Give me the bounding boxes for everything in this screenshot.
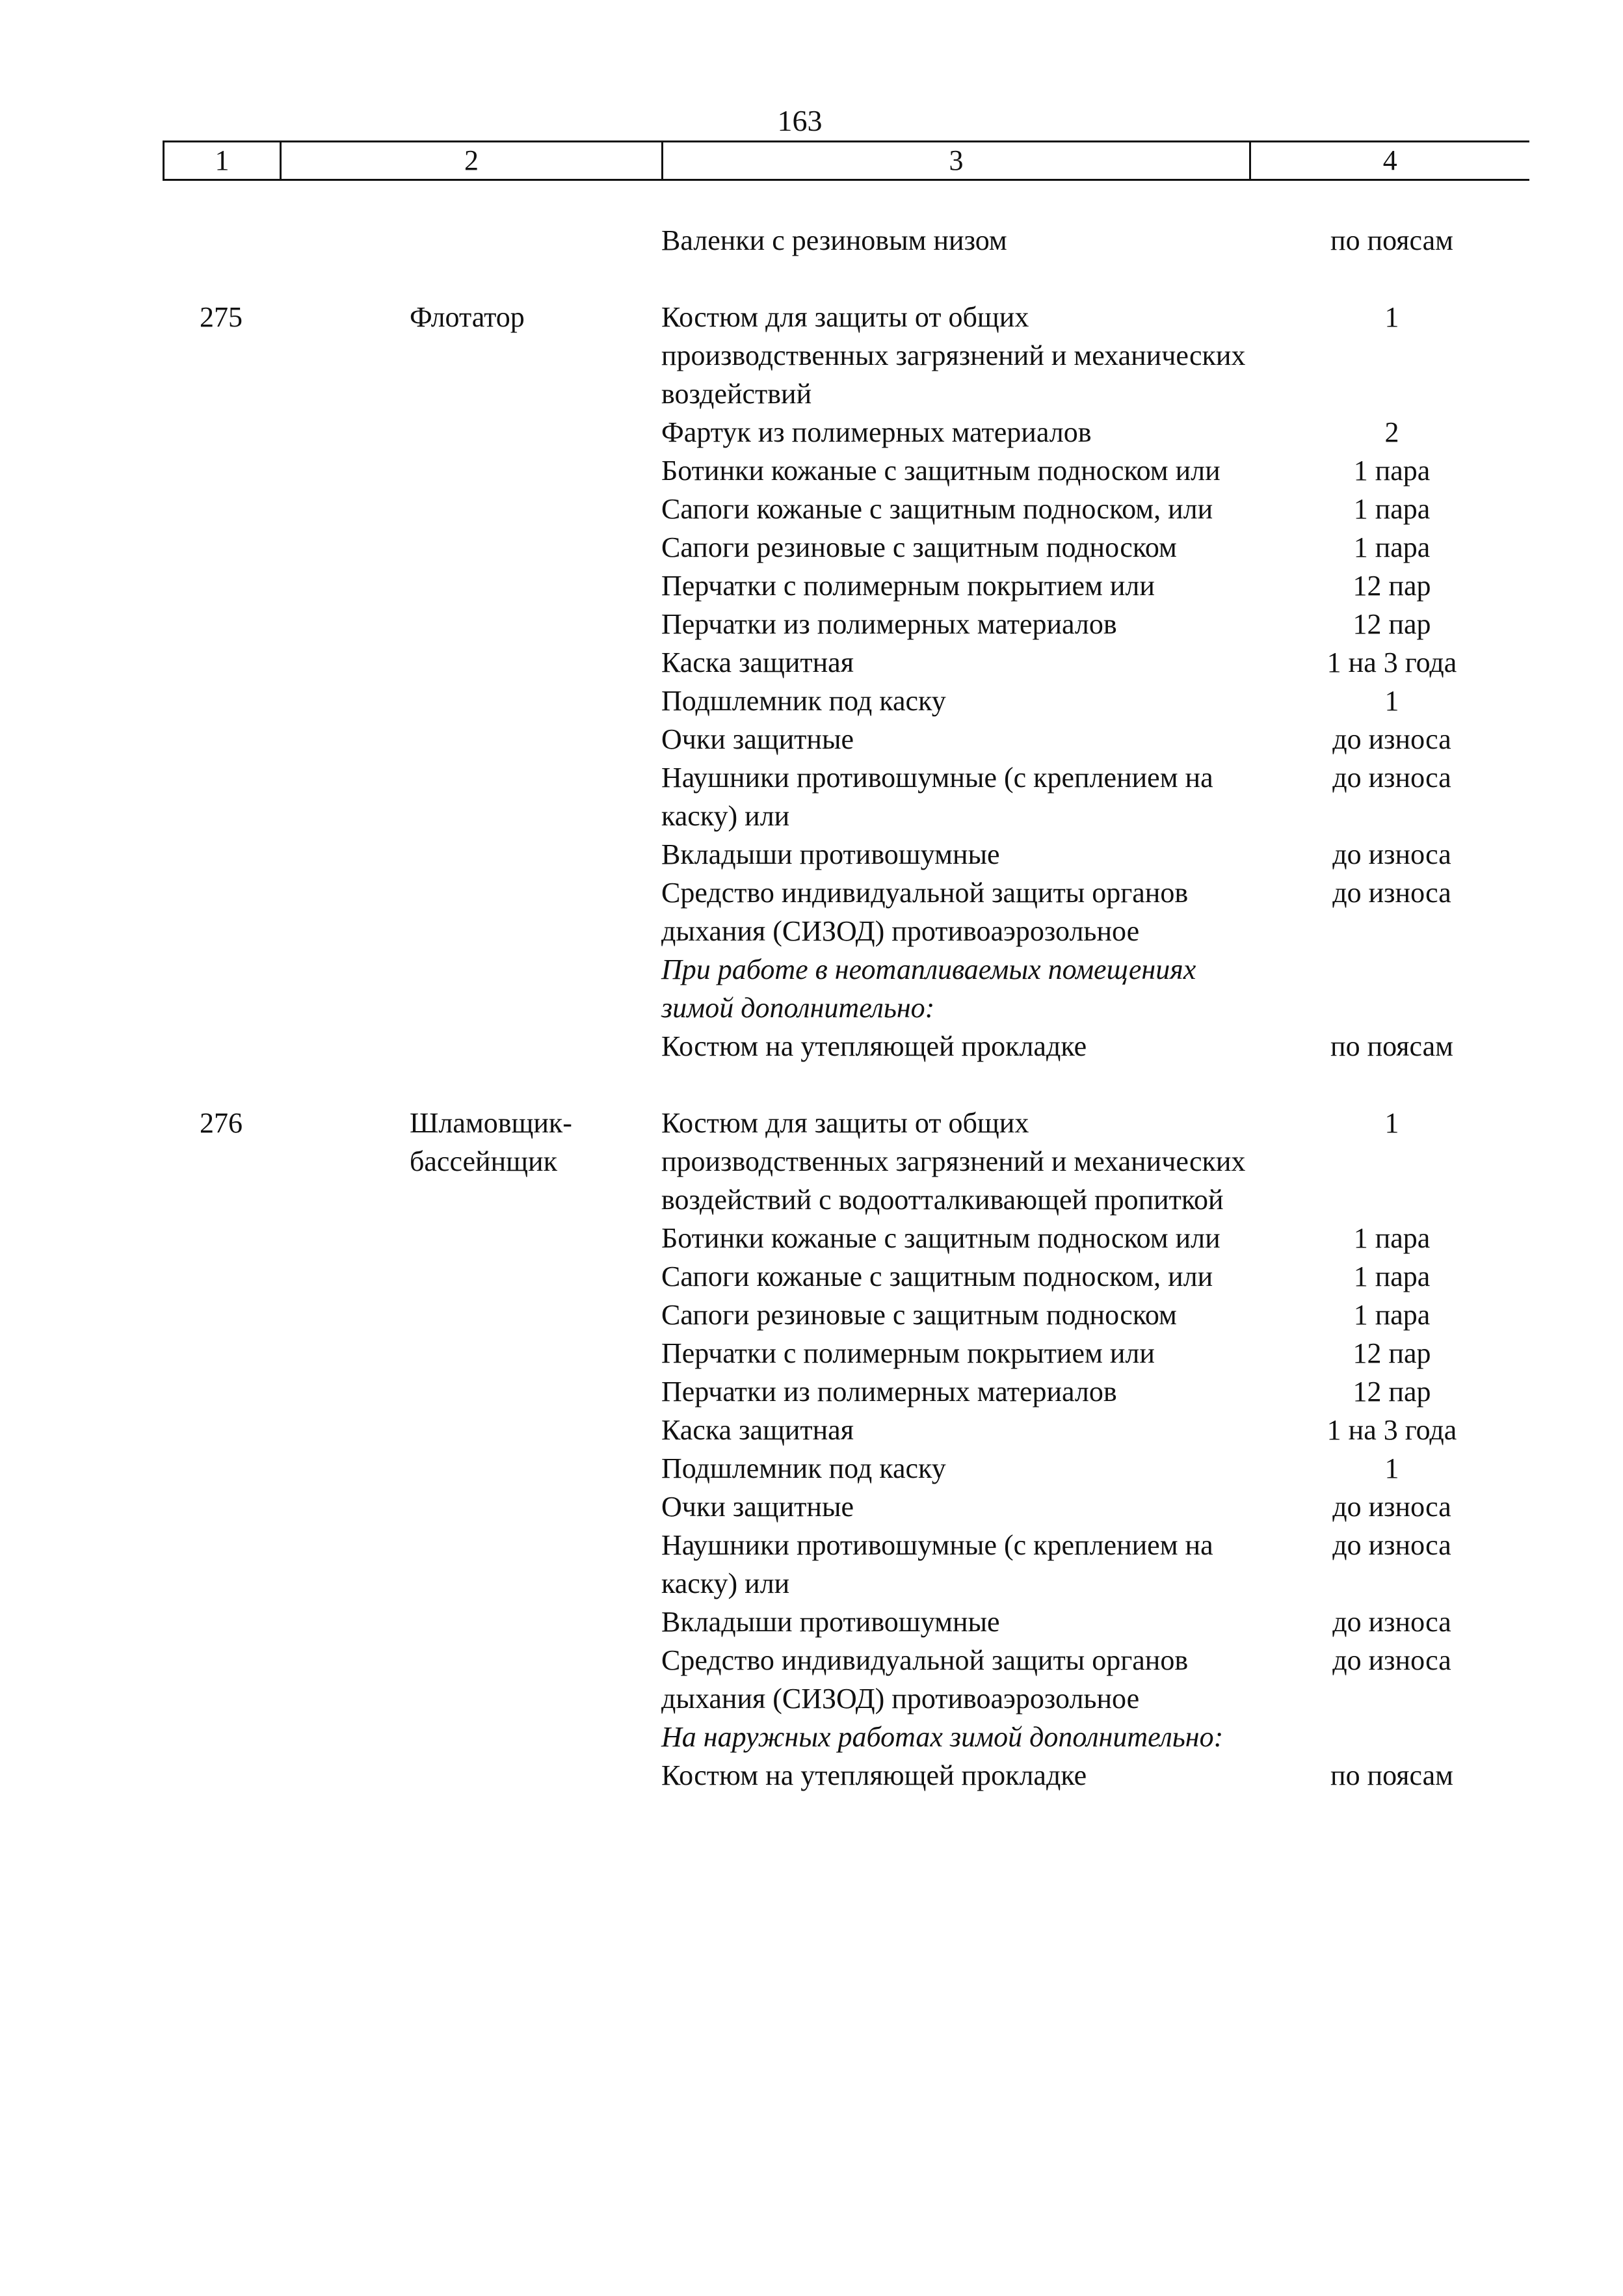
issue-norm: до износа: [1332, 877, 1451, 909]
profession-name: [280, 643, 661, 682]
table-row: [163, 1449, 1528, 1488]
row-number: [163, 874, 280, 950]
column-header-row: [163, 140, 1529, 181]
table-row: [163, 298, 1528, 413]
row-number: [163, 605, 280, 643]
ppe-item: Наушники противошумные (с креплением на каску) или: [661, 1529, 1213, 1599]
row-number: [163, 720, 280, 758]
profession-name: [280, 1296, 661, 1334]
profession-name: [280, 605, 661, 643]
spacer-cell: [163, 1065, 1528, 1104]
row-number: [163, 1641, 280, 1718]
table-row: [163, 1257, 1528, 1296]
row-number: [163, 528, 280, 567]
issue-norm: до износа: [1332, 1491, 1451, 1523]
table-row: [163, 643, 1528, 682]
issue-norm: до износа: [1332, 1644, 1451, 1676]
table-row: [163, 1641, 1528, 1718]
row-number: [163, 1296, 280, 1334]
profession-name: [280, 451, 661, 490]
ppe-item: Фартук из полимерных материалов: [661, 416, 1092, 448]
profession-name: [280, 835, 661, 874]
ppe-item: Каска защитная: [661, 1414, 854, 1446]
ppe-item: Костюм для защиты от общих производственных загрязнений и механических воздействий с водоотталкивающей пропиткой: [661, 1107, 1246, 1216]
header-row: [164, 142, 1529, 180]
profession-name: [280, 567, 661, 605]
ppe-item: Очки защитные: [661, 1491, 854, 1523]
table-row: [163, 682, 1528, 720]
issue-norm: 1 пара: [1353, 1261, 1431, 1292]
issue-norm: по поясам: [1330, 1030, 1453, 1062]
ppe-item: Подшлемник под каску: [661, 685, 946, 717]
ppe-item: Перчатки из полимерных материалов: [661, 1376, 1117, 1408]
table-row: [163, 605, 1528, 643]
row-number: [163, 1756, 280, 1795]
profession-name: [280, 720, 661, 758]
ppe-item: Сапоги кожаные с защитным подноском, или: [661, 493, 1213, 525]
row-number: [163, 643, 280, 682]
table-row: [163, 490, 1528, 528]
issue-norm: 1 пара: [1353, 493, 1431, 525]
table-row: [163, 1372, 1528, 1411]
row-number: 276: [200, 1107, 243, 1139]
ppe-item: На наружных работах зимой дополнительно:: [661, 1721, 1224, 1753]
spacer-row: [163, 260, 1528, 298]
profession-name: [280, 1449, 661, 1488]
table-row: [163, 528, 1528, 567]
issue-norm: 12 пар: [1352, 1376, 1431, 1408]
profession-name: [280, 1603, 661, 1641]
profession-name: [280, 1411, 661, 1449]
table-row: [163, 1296, 1528, 1334]
ppe-item: При работе в неотапливаемых помещениях зимой дополнительно:: [661, 954, 1196, 1024]
column-header-3: 3: [663, 142, 1250, 180]
issue-norm: 1 на 3 года: [1326, 647, 1457, 678]
ppe-item: Вкладыши противошумные: [661, 838, 1000, 870]
table-row: [163, 1756, 1528, 1795]
profession-name: [280, 1027, 661, 1065]
profession-name: [280, 221, 661, 260]
profession-name: [280, 1219, 661, 1257]
row-number: [163, 1488, 280, 1526]
table-row: [163, 1411, 1528, 1449]
ppe-item: Перчатки с полимерным покрытием или: [661, 1337, 1155, 1369]
issue-norm: 12 пар: [1352, 1337, 1431, 1369]
row-number: [163, 1718, 280, 1756]
row-number: [163, 1027, 280, 1065]
row-number: [163, 413, 280, 451]
table-row: [163, 567, 1528, 605]
profession-name: [280, 1334, 661, 1372]
table-row: [163, 1526, 1528, 1603]
row-number: [163, 1372, 280, 1411]
ppe-table: [163, 221, 1528, 1795]
ppe-item: Очки защитные: [661, 723, 854, 755]
row-number: 275: [200, 301, 243, 333]
profession-name: [280, 1526, 661, 1603]
table-row: [163, 413, 1528, 451]
ppe-item: Костюм на утепляющей прокладке: [661, 1030, 1087, 1062]
ppe-item: Сапоги резиновые с защитным подноском: [661, 1299, 1177, 1331]
row-number: [163, 1526, 280, 1603]
profession-name: Флотатор: [410, 301, 525, 333]
row-number: [163, 221, 280, 260]
column-header-2: 2: [281, 142, 663, 180]
ppe-item: Перчатки из полимерных материалов: [661, 608, 1117, 640]
table-row: [163, 1603, 1528, 1641]
profession-name: [280, 413, 661, 451]
table-row: [163, 874, 1528, 950]
ppe-item: Костюм для защиты от общих производственных загрязнений и механических воздействий: [661, 301, 1246, 410]
profession-name: [280, 950, 661, 1027]
profession-name: [280, 1488, 661, 1526]
spacer-cell: [163, 260, 1528, 298]
table-row: [163, 451, 1528, 490]
profession-name: [280, 758, 661, 835]
issue-norm: 2: [1384, 416, 1399, 448]
issue-norm: до износа: [1332, 723, 1451, 755]
profession-name: Шламовщик-бассейнщик: [410, 1107, 572, 1177]
row-number: [163, 451, 280, 490]
table-row: [163, 1027, 1528, 1065]
issue-norm: 1 пара: [1353, 1222, 1431, 1254]
row-number: [163, 1219, 280, 1257]
table-row: [163, 1219, 1528, 1257]
table-row: [163, 950, 1528, 1027]
ppe-item: Сапоги кожаные с защитным подноском, или: [661, 1261, 1213, 1292]
issue-norm: 12 пар: [1352, 570, 1431, 602]
row-number: [163, 1603, 280, 1641]
row-number: [163, 682, 280, 720]
ppe-item: Валенки с резиновым низом: [661, 224, 1007, 256]
ppe-item: Сапоги резиновые с защитным подноском: [661, 531, 1177, 563]
profession-name: [280, 874, 661, 950]
issue-norm: по поясам: [1330, 1759, 1453, 1791]
issue-norm: по поясам: [1330, 224, 1453, 256]
profession-name: [280, 1718, 661, 1756]
issue-norm: до износа: [1332, 1606, 1451, 1638]
ppe-item: Ботинки кожаные с защитным подноском или: [661, 1222, 1221, 1254]
issue-norm: до износа: [1332, 762, 1451, 794]
profession-name: [280, 682, 661, 720]
row-number: [163, 1257, 280, 1296]
ppe-item: Ботинки кожаные с защитным подноском или: [661, 455, 1221, 487]
issue-norm: до износа: [1332, 1529, 1451, 1561]
profession-name: [280, 1641, 661, 1718]
issue-norm: до износа: [1332, 838, 1451, 870]
profession-name: [280, 1372, 661, 1411]
table-row: [163, 1718, 1528, 1756]
ppe-item: Каска защитная: [661, 647, 854, 678]
ppe-item: Подшлемник под каску: [661, 1452, 946, 1484]
row-number: [163, 490, 280, 528]
column-header-4: 4: [1250, 142, 1529, 180]
ppe-item: Костюм на утепляющей прокладке: [661, 1759, 1087, 1791]
profession-name: [280, 1756, 661, 1795]
row-number: [163, 1334, 280, 1372]
row-number: [163, 1411, 280, 1449]
row-number: [163, 950, 280, 1027]
issue-norm: 1 пара: [1353, 455, 1431, 487]
issue-norm: 1: [1384, 1107, 1399, 1139]
issue-norm: 1 пара: [1353, 1299, 1431, 1331]
issue-norm: 1 пара: [1353, 531, 1431, 563]
profession-name: [280, 528, 661, 567]
row-number: [163, 1449, 280, 1488]
profession-name: [280, 490, 661, 528]
issue-norm: [1249, 1718, 1528, 1756]
ppe-item: Средство индивидуальной защиты органов дыхания (СИЗОД) противоаэрозольное: [661, 1644, 1189, 1715]
column-header-1: 1: [164, 142, 281, 180]
ppe-item: Наушники противошумные (с креплением на каску) или: [661, 762, 1213, 832]
issue-norm: 1: [1384, 685, 1399, 717]
issue-norm: 12 пар: [1352, 608, 1431, 640]
table-row: [163, 221, 1528, 260]
issue-norm: 1: [1384, 301, 1399, 333]
row-number: [163, 567, 280, 605]
row-number: [163, 835, 280, 874]
table-row: [163, 1488, 1528, 1526]
ppe-item: Перчатки с полимерным покрытием или: [661, 570, 1155, 602]
table-row: [163, 758, 1528, 835]
table-row: [163, 720, 1528, 758]
table-row: [163, 1104, 1528, 1219]
ppe-item: Средство индивидуальной защиты органов дыхания (СИЗОД) противоаэрозольное: [661, 877, 1189, 947]
issue-norm: [1249, 950, 1528, 1027]
issue-norm: 1 на 3 года: [1326, 1414, 1457, 1446]
ppe-item: Вкладыши противошумные: [661, 1606, 1000, 1638]
issue-norm: 1: [1384, 1452, 1399, 1484]
row-number: [163, 758, 280, 835]
profession-name: [280, 1257, 661, 1296]
table-row: [163, 1334, 1528, 1372]
spacer-row: [163, 1065, 1528, 1104]
page-number: 163: [777, 104, 823, 137]
table-row: [163, 835, 1528, 874]
